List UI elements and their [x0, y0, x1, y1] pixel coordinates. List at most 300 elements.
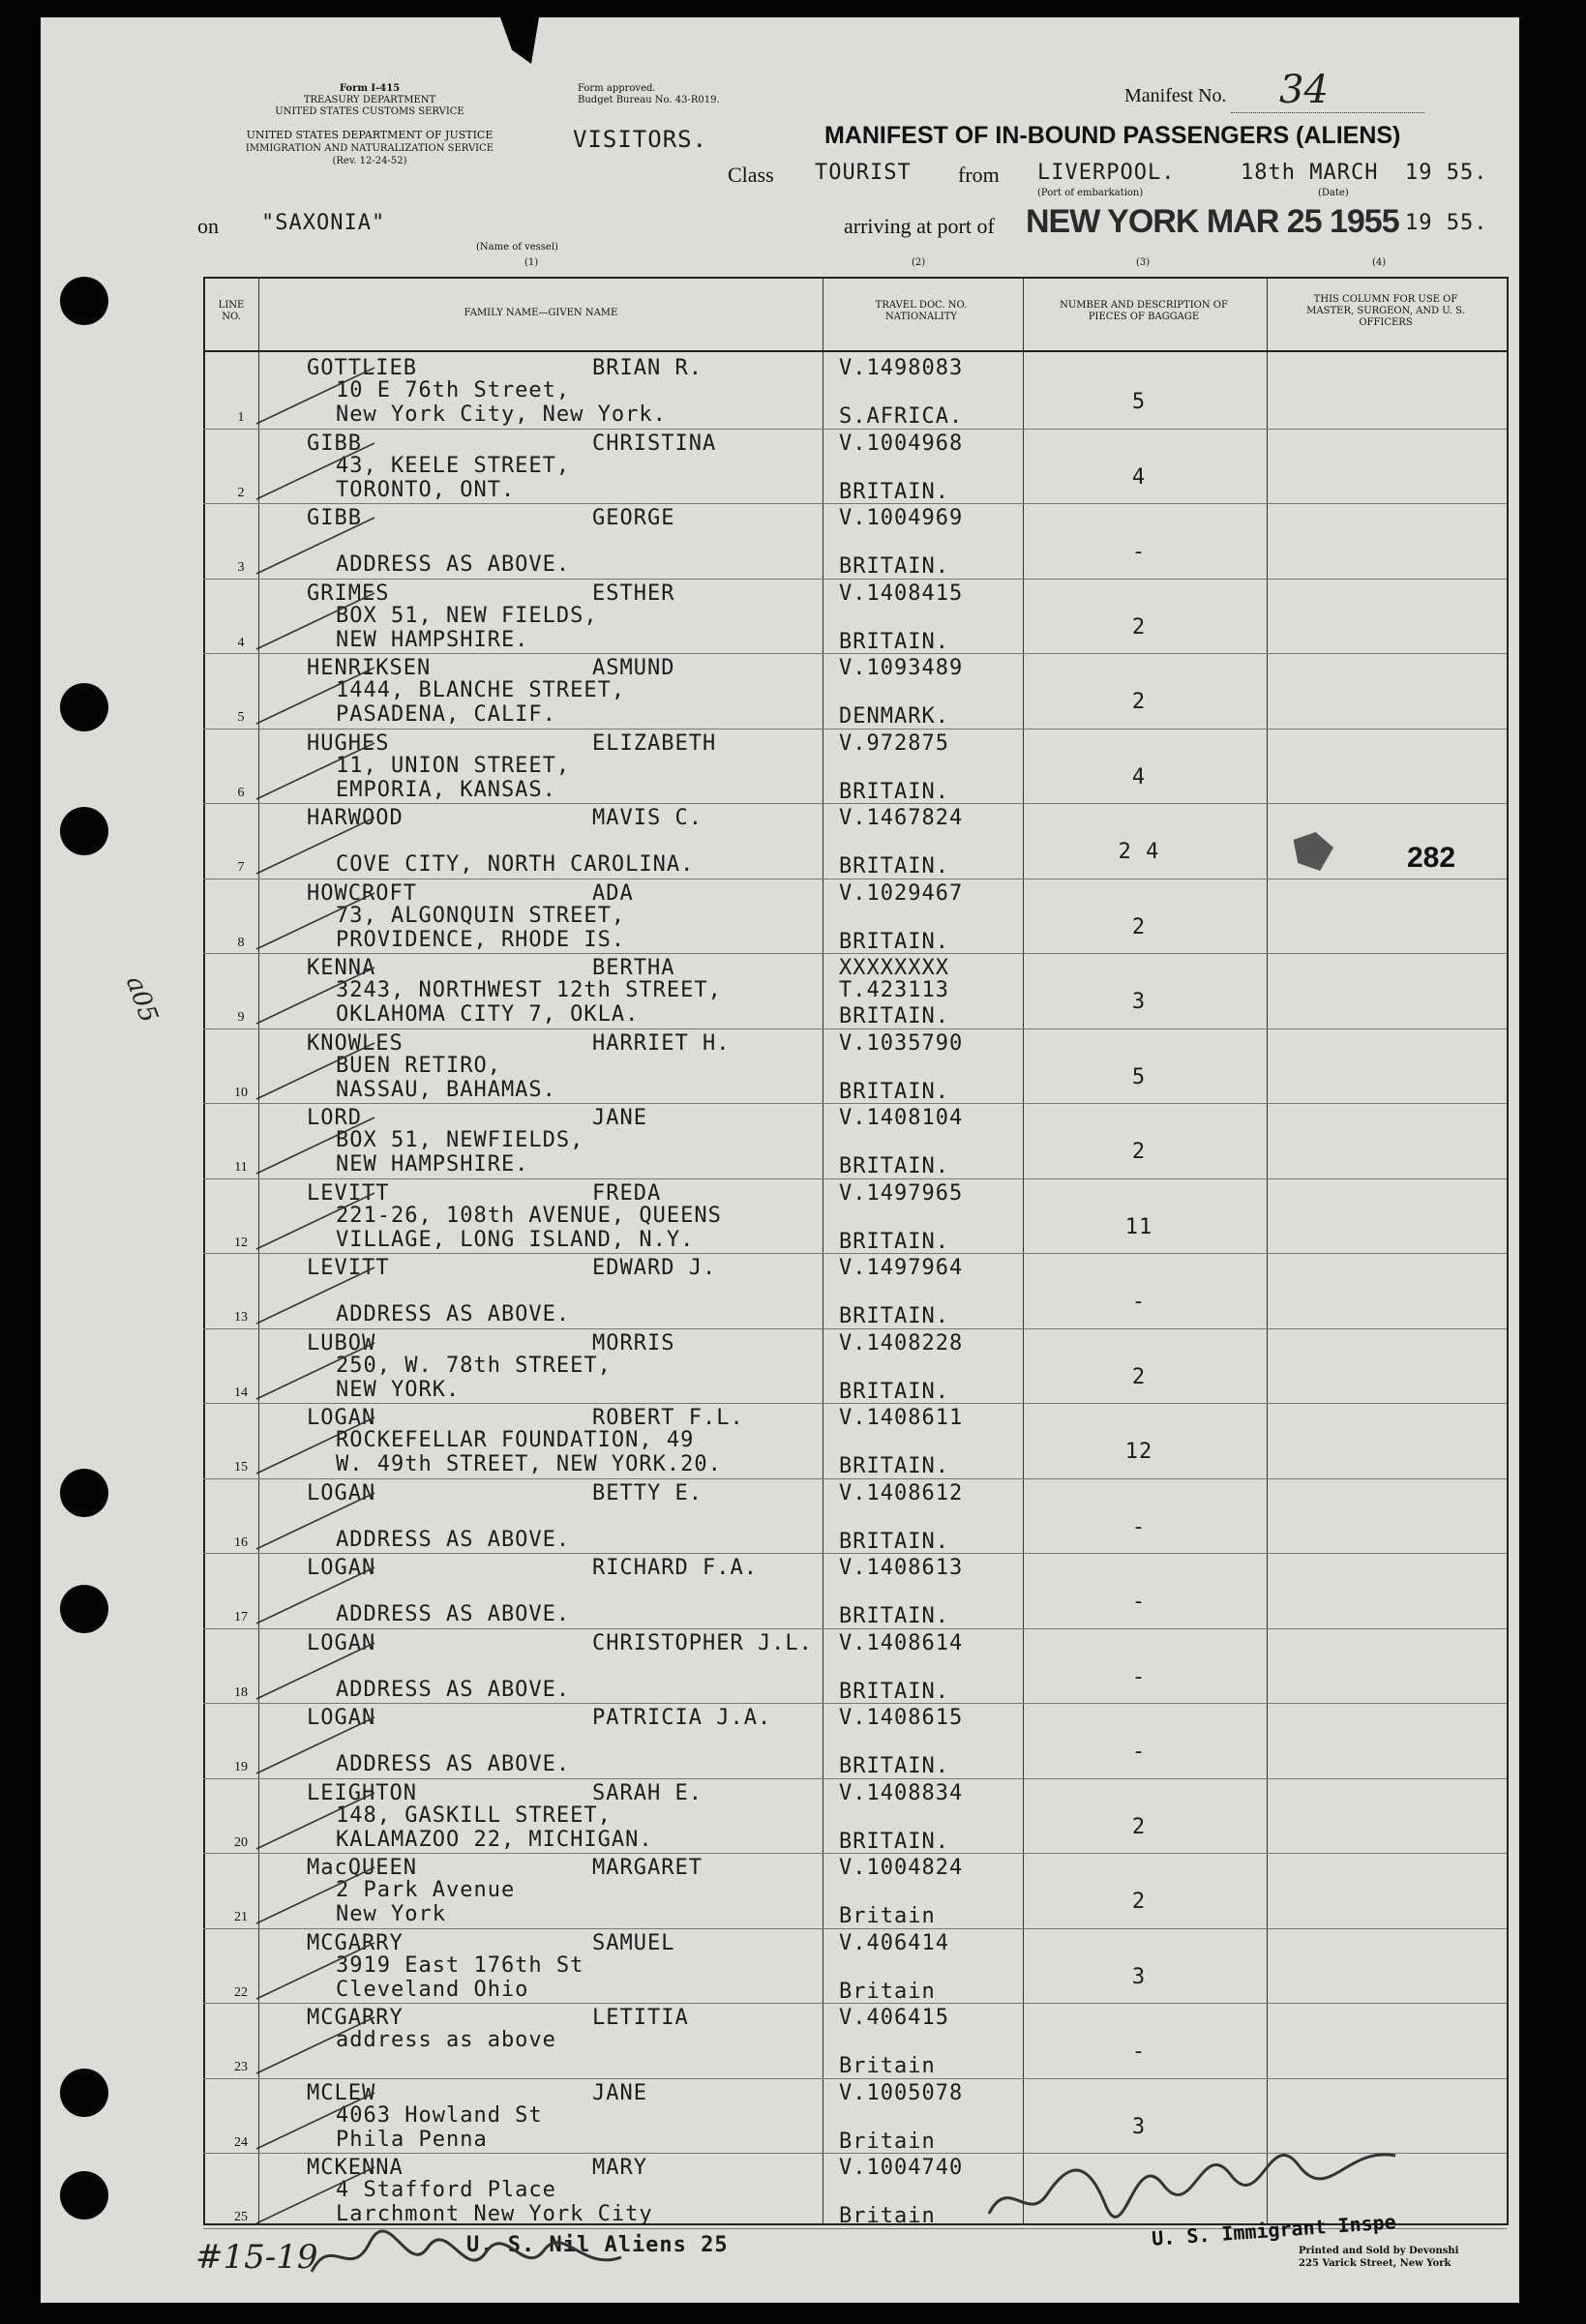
- check-stroke: [249, 664, 384, 731]
- given-name: JANE: [592, 2080, 647, 2105]
- given-name: HARRIET H.: [592, 1030, 731, 1056]
- travel-doc: V.1408104: [839, 1106, 964, 1130]
- nationality: BRITAIN.: [839, 1154, 949, 1178]
- travel-doc: V.1005078: [839, 2080, 964, 2105]
- family-name: GRIMES: [307, 581, 390, 606]
- address-line-2: EMPORIA, KANSAS.: [336, 777, 556, 802]
- nationality: Britain: [839, 2204, 936, 2228]
- address-line-1: 1444, BLANCHE STREET,: [336, 678, 626, 702]
- on-label: on: [197, 214, 219, 238]
- address-line-1: 250, W. 78th STREET,: [336, 1353, 612, 1378]
- family-name: GIBB: [307, 431, 362, 456]
- row-divider: [203, 1553, 1507, 1554]
- travel-doc: V.1035790: [839, 1030, 964, 1056]
- check-stroke-line: [256, 1193, 374, 1249]
- given-name: MAVIS C.: [592, 806, 703, 830]
- manifest-no-label: Manifest No.: [1124, 85, 1227, 106]
- baggage-count: 3: [1131, 1964, 1147, 1989]
- header-baggage: NUMBER AND DESCRIPTION OF PIECES OF BAGGAGE: [1060, 300, 1228, 322]
- class-label: Class: [728, 163, 774, 187]
- officer-number: 282: [1407, 842, 1456, 874]
- travel-doc: V.1408415: [839, 581, 964, 606]
- travel-doc: V.1497965: [839, 1180, 964, 1206]
- baggage-count: 2 4: [1118, 840, 1160, 864]
- row-divider: [203, 1853, 1507, 1854]
- travel-doc: V.1408612: [839, 1480, 964, 1505]
- row-divider: [203, 1403, 1507, 1404]
- signature-scrawl: [302, 2223, 631, 2291]
- check-stroke: [249, 514, 384, 581]
- check-stroke-line: [256, 1043, 374, 1099]
- row-divider: [203, 803, 1507, 804]
- travel-doc: V.406415: [839, 2006, 949, 2030]
- line-number: 16: [234, 1534, 248, 1550]
- check-stroke-line: [256, 1943, 374, 1999]
- punch-hole: [60, 277, 108, 325]
- check-stroke: [249, 814, 384, 881]
- nationality: BRITAIN.: [839, 1754, 949, 1778]
- baggage-count: -: [1131, 1664, 1147, 1689]
- line-number: 3: [237, 560, 245, 575]
- check-stroke: [249, 1564, 384, 1631]
- check-stroke-line: [256, 2093, 374, 2149]
- manifest-no-value: 34: [1279, 68, 1329, 112]
- address-line-2: NEW HAMPSHIRE.: [336, 627, 529, 652]
- baggage-count: -: [1131, 1740, 1147, 1764]
- manifest-title: MANIFEST OF IN-BOUND PASSENGERS (ALIENS): [824, 122, 1401, 149]
- address-line-2: Larchmont New York City: [336, 2202, 653, 2226]
- address-line-1: BUEN RETIRO,: [336, 1053, 501, 1078]
- col3-number: (3): [1136, 257, 1151, 268]
- check-stroke-line: [256, 1567, 374, 1624]
- address-line-2: VILLAGE, LONG ISLAND, N.Y.: [336, 1227, 695, 1252]
- address-line-2: New York City, New York.: [336, 402, 667, 427]
- check-stroke: [249, 1264, 384, 1331]
- form-approved: Form approved.: [578, 83, 656, 94]
- visitors-label: VISITORS.: [573, 126, 708, 153]
- footer-typed: U. S. Nil Aliens 25: [466, 2233, 729, 2257]
- nationality: BRITAIN.: [839, 1604, 949, 1628]
- check-stroke: [249, 1863, 384, 1931]
- given-name: MORRIS: [592, 1330, 675, 1356]
- baggage-count: 5: [1131, 1064, 1147, 1089]
- check-stroke: [249, 589, 384, 657]
- port-embark-caption: (Port of embarkation): [1037, 188, 1144, 198]
- nationality: BRITAIN.: [839, 1004, 949, 1028]
- punch-hole: [60, 1469, 108, 1517]
- nationality: DENMARK.: [839, 704, 949, 729]
- baggage-count: 5: [1131, 390, 1147, 414]
- check-stroke: [249, 1414, 384, 1481]
- line-number: 2: [237, 485, 245, 500]
- address-line-2: NEW YORK.: [336, 1377, 461, 1402]
- baggage-count: 2: [1131, 1814, 1147, 1839]
- check-stroke-line: [256, 818, 374, 874]
- address-line-2: KALAMAZOO 22, MICHIGAN.: [336, 1827, 653, 1852]
- check-stroke: [249, 1189, 384, 1257]
- row-divider: [203, 1778, 1507, 1779]
- given-name: EDWARD J.: [592, 1256, 717, 1280]
- given-name: BERTHA: [592, 956, 675, 980]
- baggage-count: 4: [1131, 764, 1147, 790]
- check-stroke: [249, 439, 384, 507]
- dept-ins: IMMIGRATION AND NATURALIZATION SERVICE: [245, 143, 494, 154]
- given-name: MARGARET: [592, 1856, 703, 1880]
- line-number: 5: [237, 710, 245, 725]
- row-divider: [203, 1703, 1507, 1704]
- travel-doc: V.1029467: [839, 880, 964, 906]
- row-divider: [203, 1103, 1507, 1104]
- family-name: HUGHES: [307, 730, 390, 756]
- line-number: 18: [234, 1684, 248, 1700]
- check-stroke-line: [256, 1643, 374, 1699]
- row-divider: [203, 653, 1507, 654]
- check-stroke-line: [256, 1117, 374, 1174]
- family-name: LOGAN: [307, 1556, 376, 1580]
- travel-doc: V.1408834: [839, 1780, 964, 1805]
- address-line-1: 4063 Howland St: [336, 2102, 543, 2128]
- address-line-2: NASSAU, BAHAMAS.: [336, 1077, 556, 1102]
- check-stroke-line: [256, 1417, 374, 1474]
- side-note: a05: [119, 972, 164, 1027]
- address-line-1: BOX 51, NEWFIELDS,: [336, 1128, 584, 1152]
- header-line-no: LINE NO.: [218, 300, 245, 322]
- check-stroke: [249, 739, 384, 807]
- check-stroke-line: [256, 968, 374, 1024]
- line-number: 8: [237, 935, 245, 950]
- check-stroke: [249, 2089, 384, 2157]
- given-name: GEORGE: [592, 506, 675, 530]
- baggage-count: 3: [1131, 990, 1147, 1014]
- travel-doc: V.1004740: [839, 2156, 964, 2180]
- address-line-1: BOX 51, NEW FIELDS,: [336, 603, 598, 628]
- row-divider: [203, 1178, 1507, 1179]
- travel-doc: V.1004824: [839, 1856, 964, 1880]
- family-name: HARWOOD: [307, 806, 404, 830]
- nationality: Britain: [839, 1979, 936, 2004]
- check-stroke: [249, 1114, 384, 1181]
- date-value: 18th MARCH: [1241, 161, 1379, 185]
- nationality: BRITAIN.: [839, 629, 949, 654]
- address-line-2: ADDRESS AS ABOVE.: [336, 552, 571, 577]
- arrival-year: 19 55.: [1405, 211, 1488, 235]
- family-name: GIBB: [307, 506, 362, 530]
- arriving-label: arriving at port of: [844, 214, 995, 238]
- col4-number: (4): [1372, 257, 1387, 268]
- torn-mark: [500, 17, 539, 64]
- address-line-2: New York: [336, 1902, 446, 1926]
- family-name: MCKENNA: [307, 2156, 404, 2180]
- given-name: ROBERT F.L.: [592, 1406, 744, 1430]
- travel-doc: V.1408611: [839, 1406, 964, 1430]
- line-number: 6: [237, 785, 245, 800]
- travel-doc: V.1408228: [839, 1330, 964, 1356]
- travel-doc: V.1004968: [839, 431, 964, 456]
- travel-doc: V.1004969: [839, 506, 964, 530]
- travel-doc: XXXXXXXX: [839, 956, 949, 980]
- baggage-count: 2: [1131, 690, 1147, 714]
- travel-doc: V.972875: [839, 730, 949, 756]
- nationality: BRITAIN.: [839, 1304, 949, 1328]
- given-name: FREDA: [592, 1180, 662, 1206]
- travel-doc-corrected: T.423113: [839, 978, 949, 1002]
- given-name: SAMUEL: [592, 1930, 675, 1955]
- travel-doc: V.1093489: [839, 656, 964, 680]
- nationality: BRITAIN.: [839, 1079, 949, 1104]
- check-stroke: [249, 1939, 384, 2007]
- check-stroke-line: [256, 2017, 374, 2073]
- family-name: LOGAN: [307, 1630, 376, 1655]
- family-name: KENNA: [307, 956, 376, 980]
- family-name: GOTTLIEB: [307, 356, 417, 380]
- form-id: Form I-415: [339, 83, 401, 94]
- line-number: 15: [234, 1460, 248, 1475]
- family-name: MCGARRY: [307, 2006, 404, 2030]
- punch-hole: [60, 683, 108, 731]
- address-line-2: ADDRESS AS ABOVE.: [336, 1602, 571, 1626]
- row-divider: [203, 2003, 1507, 2004]
- nationality: Britain: [839, 2054, 936, 2078]
- line-number: 24: [234, 2134, 248, 2150]
- baggage-count: -: [1131, 1514, 1147, 1539]
- check-stroke: [249, 964, 384, 1031]
- travel-doc: V.1498083: [839, 356, 964, 380]
- travel-doc: V.1408613: [839, 1556, 964, 1580]
- check-stroke-line: [256, 1717, 374, 1773]
- address-line-2: NEW HAMPSHIRE.: [336, 1152, 529, 1177]
- address-line-2: ADDRESS AS ABOVE.: [336, 1677, 571, 1702]
- family-name: MCGARRY: [307, 1930, 404, 1955]
- given-name: JANE: [592, 1106, 647, 1130]
- nationality: BRITAIN.: [839, 1454, 949, 1478]
- dept-treasury: TREASURY DEPARTMENT: [303, 95, 436, 105]
- address-line-1: 3919 East 176th St: [336, 1952, 584, 1978]
- nationality: BRITAIN.: [839, 1829, 949, 1854]
- check-stroke: [249, 1713, 384, 1781]
- line-number: 4: [237, 635, 245, 650]
- header-divider: [203, 350, 1507, 352]
- line-number: 7: [237, 860, 245, 875]
- address-line-1: 221-26, 108th AVENUE, QUEENS: [336, 1203, 722, 1228]
- baggage-count: -: [1131, 1290, 1147, 1314]
- address-line-2: W. 49th STREET, NEW YORK.20.: [336, 1452, 722, 1476]
- travel-doc: V.1408614: [839, 1630, 964, 1655]
- line-number: 11: [234, 1160, 248, 1175]
- line-number: 13: [234, 1310, 248, 1325]
- check-stroke: [249, 1489, 384, 1557]
- check-stroke: [249, 2163, 384, 2231]
- given-name: MARY: [592, 2156, 647, 2180]
- family-name: HENRIKSEN: [307, 656, 432, 680]
- line-number: 10: [234, 1085, 248, 1100]
- address-line-1: address as above: [336, 2028, 556, 2052]
- nationality: BRITAIN.: [839, 1679, 949, 1704]
- nationality: Britain: [839, 2129, 936, 2154]
- line-number: 19: [234, 1760, 248, 1774]
- address-line-1: 10 E 76th Street,: [336, 378, 571, 402]
- row-divider: [203, 729, 1507, 730]
- punch-hole: [60, 1585, 108, 1633]
- given-name: ASMUND: [592, 656, 675, 680]
- given-name: BETTY E.: [592, 1480, 703, 1505]
- given-name: ESTHER: [592, 581, 675, 606]
- baggage-count: 2: [1131, 1140, 1147, 1164]
- check-stroke-line: [256, 743, 374, 799]
- inspector-title: U. S. Immigrant Inspe: [1151, 2210, 1397, 2250]
- punch-hole: [60, 2069, 108, 2117]
- line-number: 20: [234, 1834, 248, 1850]
- travel-doc: V.1467824: [839, 806, 964, 830]
- check-stroke-line: [256, 1493, 374, 1549]
- row-divider: [203, 579, 1507, 580]
- check-stroke: [249, 1339, 384, 1407]
- check-stroke-line: [256, 1343, 374, 1399]
- row-divider: [203, 429, 1507, 430]
- family-name: LEVITT: [307, 1256, 390, 1280]
- given-name: CHRISTOPHER J.L.: [592, 1630, 813, 1655]
- check-stroke-line: [256, 2167, 374, 2223]
- address-line-2: ADDRESS AS ABOVE.: [336, 1527, 571, 1552]
- check-stroke: [249, 1039, 384, 1107]
- header-doc: TRAVEL DOC. NO. NATIONALITY: [875, 300, 968, 322]
- line-number: 23: [234, 2060, 248, 2074]
- baggage-count: 2: [1131, 614, 1147, 640]
- check-stroke-line: [256, 368, 374, 424]
- col2-number: (2): [912, 257, 926, 268]
- line-number: 1: [237, 410, 245, 425]
- check-stroke-line: [256, 1267, 374, 1324]
- check-stroke-line: [256, 668, 374, 724]
- check-stroke: [249, 1639, 384, 1707]
- given-name: PATRICIA J.A.: [592, 1706, 772, 1730]
- vessel-col-number: (1): [524, 257, 539, 268]
- footer-hand: #15-19: [195, 2238, 318, 2277]
- header-use: THIS COLUMN FOR USE OF MASTER, SURGEON, AND U. S. OFFICERS: [1306, 294, 1465, 328]
- date-caption: (Date): [1318, 188, 1349, 198]
- row-divider: [203, 1328, 1507, 1329]
- given-name: ELIZABETH: [592, 730, 717, 756]
- address-line-1: 73, ALGONQUIN STREET,: [336, 903, 626, 928]
- manifest-page: [41, 17, 1519, 2303]
- check-stroke-line: [256, 1793, 374, 1849]
- vessel-name: "SAXONIA": [261, 211, 386, 235]
- given-name: CHRISTINA: [592, 431, 717, 456]
- family-name: HOWCROFT: [307, 880, 417, 906]
- arrival-stamp: NEW YORK MAR 25 1955: [1026, 203, 1399, 240]
- baggage-count: 11: [1124, 1214, 1153, 1239]
- baggage-count: 12: [1124, 1440, 1153, 1464]
- line-number: 22: [234, 1984, 248, 2000]
- address-line-2: ADDRESS AS ABOVE.: [336, 1302, 571, 1326]
- check-stroke: [249, 2013, 384, 2081]
- check-stroke: [249, 889, 384, 957]
- dept-customs: UNITED STATES CUSTOMS SERVICE: [275, 106, 464, 117]
- nationality: BRITAIN.: [839, 929, 949, 954]
- baggage-count: 2: [1131, 1890, 1147, 1914]
- travel-doc: V.1408615: [839, 1706, 964, 1730]
- row-divider: [203, 1478, 1507, 1479]
- line-number: 14: [234, 1385, 248, 1400]
- nationality: BRITAIN.: [839, 479, 949, 504]
- row-divider: [203, 953, 1507, 954]
- given-name: RICHARD F.A.: [592, 1556, 758, 1580]
- baggage-count: 4: [1131, 464, 1147, 490]
- address-line-2: OKLAHOMA CITY 7, OKLA.: [336, 1002, 640, 1027]
- address-line-2: PASADENA, CALIF.: [336, 702, 556, 727]
- baggage-count: -: [1131, 2040, 1147, 2064]
- printer-line-1: Printed and Sold by Devonshi: [1299, 2246, 1459, 2256]
- address-line-2: Phila Penna: [336, 2127, 488, 2152]
- family-name: MCLEW: [307, 2080, 376, 2105]
- address-line-1: 148, GASKILL STREET,: [336, 1803, 612, 1828]
- row-divider: [203, 1628, 1507, 1629]
- line-number: 17: [234, 1610, 248, 1624]
- baggage-count: 3: [1131, 2114, 1147, 2139]
- travel-doc: V.406414: [839, 1930, 949, 1955]
- address-line-2: ADDRESS AS ABOVE.: [336, 1752, 571, 1776]
- family-name: LUBOW: [307, 1330, 376, 1356]
- given-name: LETITIA: [592, 2006, 689, 2030]
- address-line-2: PROVIDENCE, RHODE IS.: [336, 927, 626, 952]
- manifest-no-underline: [1231, 112, 1424, 113]
- class-value: TOURIST: [815, 161, 912, 185]
- given-name: ADA: [592, 880, 634, 906]
- baggage-count: 2: [1131, 1364, 1147, 1389]
- family-name: LOGAN: [307, 1406, 376, 1430]
- dept-justice: UNITED STATES DEPARTMENT OF JUSTICE: [246, 129, 494, 141]
- check-stroke-line: [256, 1867, 374, 1923]
- nationality: BRITAIN.: [839, 779, 949, 804]
- punch-hole: [60, 807, 108, 855]
- check-stroke-line: [256, 518, 374, 574]
- from-value: LIVERPOOL.: [1037, 161, 1176, 185]
- baggage-count: -: [1131, 1590, 1147, 1614]
- row-divider: [203, 1028, 1507, 1029]
- check-stroke: [249, 1789, 384, 1857]
- given-name: BRIAN R.: [592, 356, 703, 380]
- check-stroke: [249, 364, 384, 432]
- given-name: SARAH E.: [592, 1780, 703, 1805]
- punch-hole: [60, 2171, 108, 2220]
- baggage-count: 2: [1131, 914, 1147, 939]
- nationality: BRITAIN.: [839, 554, 949, 579]
- baggage-count: -: [1131, 540, 1147, 564]
- address-line-2: TORONTO, ONT.: [336, 477, 516, 502]
- family-name: LORD: [307, 1106, 362, 1130]
- vessel-caption: (Name of vessel): [476, 242, 558, 253]
- row-divider: [203, 1928, 1507, 1929]
- nationality: BRITAIN.: [839, 1229, 949, 1254]
- address-line-1: 3243, NORTHWEST 12th STREET,: [336, 978, 722, 1002]
- check-stroke-line: [256, 443, 374, 499]
- check-stroke-line: [256, 893, 374, 949]
- check-stroke-line: [256, 593, 374, 649]
- address-line-1: 11, UNION STREET,: [336, 753, 571, 778]
- address-line-1: 2 Park Avenue: [336, 1878, 516, 1902]
- address-line-1: 43, KEELE STREET,: [336, 453, 571, 478]
- row-divider: [203, 503, 1507, 504]
- travel-doc: V.1497964: [839, 1256, 964, 1280]
- dept-rev: (Rev. 12-24-52): [332, 156, 407, 166]
- nationality: BRITAIN.: [839, 854, 949, 879]
- nationality: Britain: [839, 1904, 936, 1928]
- address-line-1: 4 Stafford Place: [336, 2178, 556, 2202]
- line-number: 12: [234, 1235, 248, 1250]
- row-divider: [203, 2078, 1507, 2079]
- row-divider: [203, 1253, 1507, 1254]
- header-name: FAMILY NAME—GIVEN NAME: [464, 308, 618, 318]
- nationality: S.AFRICA.: [839, 404, 964, 429]
